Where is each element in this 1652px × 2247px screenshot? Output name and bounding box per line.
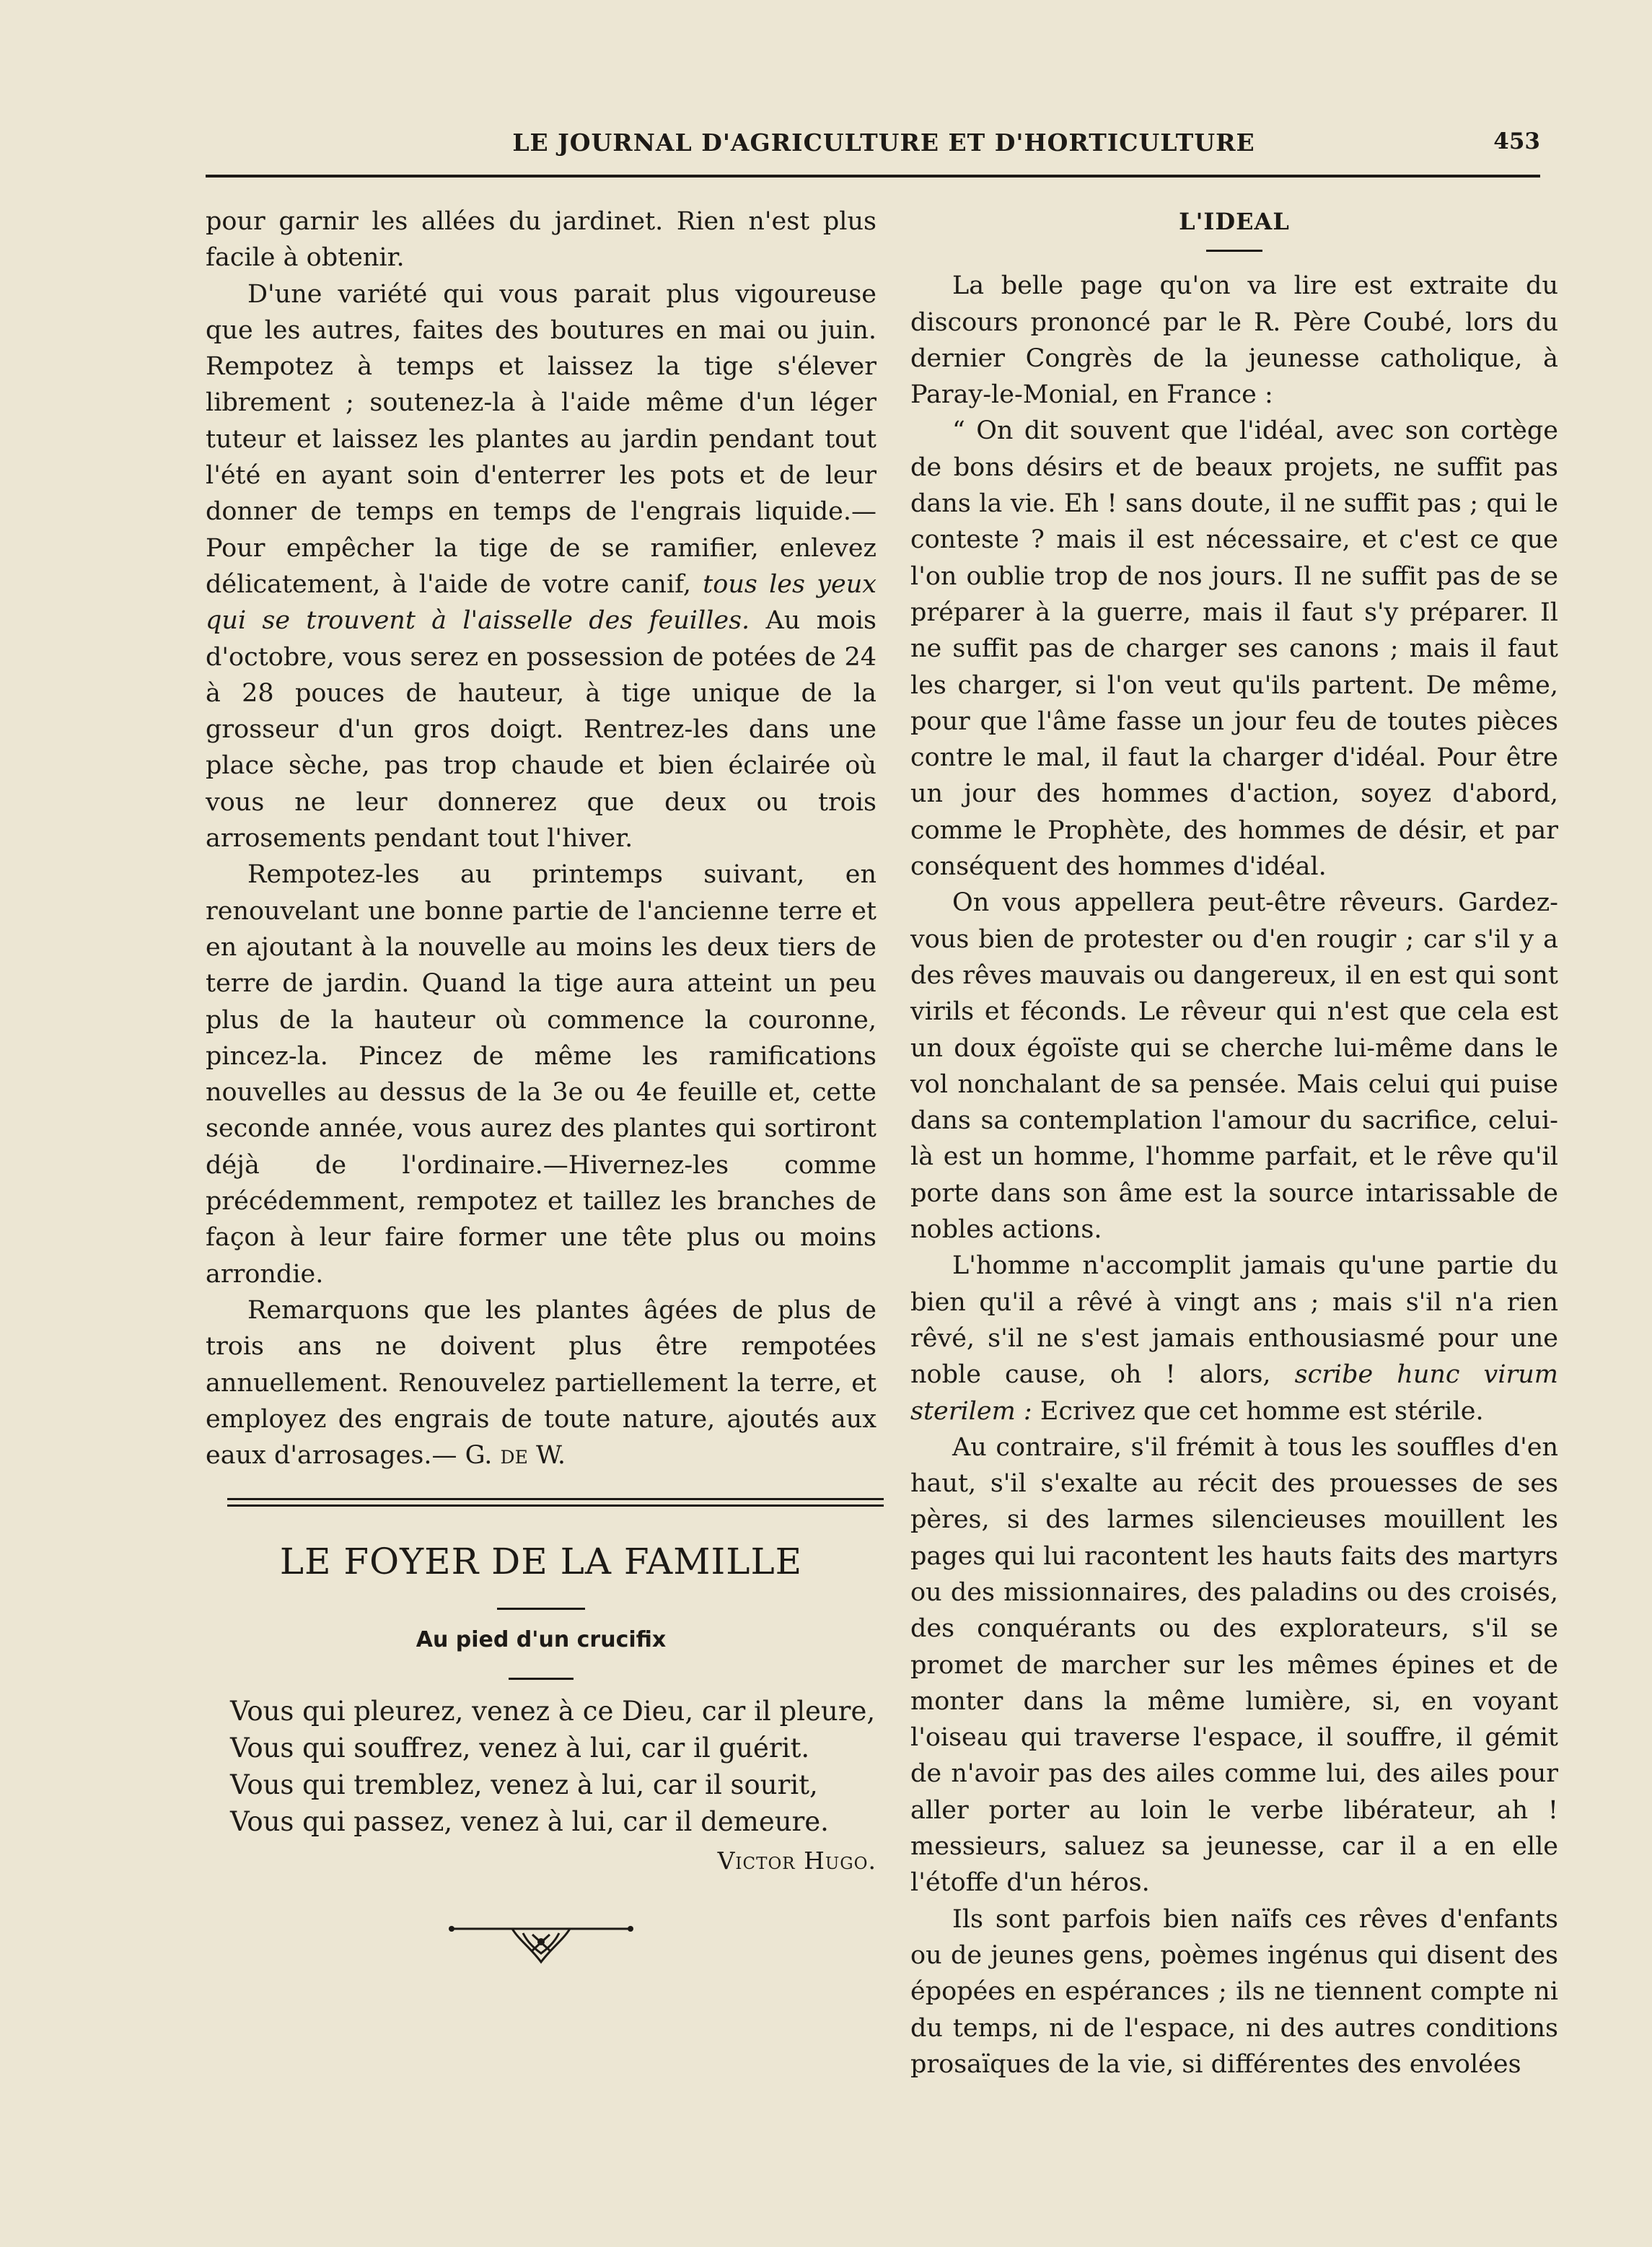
paragraph: Remarquons que les plantes âgées de plus de trois ans ne doivent plus être rempotées annuellement. Renouvelez partiellement la terre, et employez des engrais de toute nature, ajoutés aux eaux d'arrosages.— G. de W. (206, 1295, 876, 1471)
poem (230, 1693, 876, 1840)
left-column (206, 203, 876, 1969)
paragraph: Rempotez-les au printemps suivant, en renouvelant une bonne partie de l'ancienne terre et en ajoutant à la nouvelle au moins les deux tiers de terre de jardin. Quand la tige aura atteint un peu plus de la hauteur où commence la couronne, pincez-la. Pincez de même les ramifications nouvelles au dessus de la 3e ou 4e feuille et, cette seconde année, vous aurez des plantes qui sortiront déjà de l'ordinaire.—Hivernez-les comme précédemment, rempotez et taillez les branches de façon à leur faire former une tête plus ou moins arrondie. (206, 860, 876, 1289)
poem-line: Vous qui tremblez, venez à lui, car il sourit, (230, 1769, 818, 1801)
right-column (910, 203, 1558, 2082)
paragraph: Au contraire, s'il frémit à tous les souffles d'en haut, s'il s'exalte au récit des prouesses de ses pères, si des larmes silencieuses mouillent les pages qui lui racontent les hauts faits des martyrs ou des missionnaires, des paladins ou des croisés, des conquérants ou des explorateurs, s'il se promet de marcher sur les mêmes épines et de monter dans la même lumière, si, en voyant l'oiseau qui traverse l'espace, il souffre, il gémit de n'avoir pas des ailes comme lui, des ailes pour aller porter au loin le verbe libérateur, ah ! messieurs, saluez sa jeunesse, car il a en elle l'étoffe d'un héros. (910, 1432, 1558, 1898)
title-rule (497, 1608, 585, 1610)
paragraph: Ils sont parfois bien naïfs ces rêves d'enfants ou de jeunes gens, poèmes ingénus qui disent des épopées en espérances ; ils ne tiennent compte ni du temps, ni de l'espace, ni des autres conditions prosaïques de la vie, si différentes des envolées (910, 1904, 1558, 2079)
page-number: 453 (1493, 128, 1540, 154)
paragraph: On vous appellera peut-être rêveurs. Gardez-vous bien de protester ou d'en rougir ; car s'il y a des rêves mauvais ou dangereux, il en est qui sont virils et féconds. Le rêveur qui n'est que cela est un doux égoïste qui se cherche lui-même dans le vol nonchalant de sa pensée. Mais celui qui puise dans sa contemplation l'amour du sacrifice, celui-là est un homme, l'homme parfait, et le rêve qu'il porte dans son âme est la source intarissable de nobles actions. (910, 888, 1558, 1245)
poem-line: Vous qui souffrez, venez à lui, car il guérit. (230, 1733, 810, 1764)
running-header (206, 128, 1540, 163)
poem-title: Au pied d'un crucifix (416, 1627, 667, 1653)
paragraph: L'homme n'accomplit jamais qu'une partie du bien qu'il a rêvé à vingt ans ; mais s'il n'a rien rêvé, s'il ne s'est jamais enthousiasmé pour une noble cause, oh ! alors, scribe hunc virum sterilem : Ecrivez que cet homme est stérile. (910, 1251, 1558, 1426)
subtitle-rule (509, 1678, 574, 1680)
italic-text: scribe hunc virum sterilem : (910, 1360, 1558, 1426)
paragraph: pour garnir les allées du jardinet. Rien n'est plus facile à obtenir. (206, 207, 876, 273)
journal-title: LE JOURNAL D'AGRICULTURE ET D'HORTICULTURE (512, 128, 1255, 157)
section-divider (227, 1498, 884, 1507)
paragraph: D'une variété qui vous parait plus vigoureuse que les autres, faites des boutures en mai ou juin. Rempotez à temps et laissez la tige s'élever librement ; soutenez-la à l'aide même d'un léger tuteur et laissez les plantes au jardin pendant tout l'été en ayant soin d'enterrer les pots et de leur donner de temps en temps de l'engrais liquide.—Pour empêcher la tige de se ramifier, enlevez délicatement, à l'aide de votre canif, tous les yeux qui se trouvent à l'aisselle des feuilles. Au mois d'octobre, vous serez en possession de potées de 24 à 28 pouces de hauteur, à tige unique de la grosseur d'un gros doigt. Rentrez-les dans une place sèche, pas trop chaude et bien éclairée où vous ne leur donnerez que deux ou trois arrosements pendant tout l'hiver. (206, 279, 877, 854)
paragraph: La belle page qu'on va lire est extraite du discours prononcé par le R. Père Coubé, lors du dernier Congrès de la jeunesse catholique, à Paray-le-Monial, en France : (910, 271, 1558, 410)
header-rule (206, 175, 1540, 178)
heading-rule (1206, 250, 1262, 252)
italic-text: tous les yeux qui se trouvent à l'aisselle des feuilles. (206, 569, 876, 636)
poem-line: Vous qui pleurez, venez à ce Dieu, car il pleure, (230, 1696, 876, 1727)
section-title: LE FOYER DE LA FAMILLE (279, 1541, 803, 1583)
signature: G. de W. (465, 1441, 566, 1471)
fleuron-ornament-icon (447, 1919, 635, 1969)
poem-line: Vous qui passez, venez à lui, car il demeure. (230, 1806, 829, 1838)
paragraph: “ On dit souvent que l'idéal, avec son cortège de bons désirs et de beaux projets, ne suffit pas dans la vie. Eh ! sans doute, il ne suffit pas ; qui le conteste ? mais il est nécessaire, et c'est ce que l'on oublie trop de nos jours. Il ne suffit pas de se préparer à la guerre, mais il faut s'y préparer. Il ne suffit pas de charger ses canons ; mais il faut les charger, si l'on veut qu'ils partent. De même, pour que l'âme fasse un jour feu de toutes pièces contre le mal, il faut la charger d'idéal. Pour être un jour des hommes d'action, soyez d'abord, comme le Prophète, des hommes de désir, et par conséquent des hommes d'idéal. (910, 416, 1558, 882)
article-heading: L'IDEAL (1179, 208, 1290, 235)
poem-author: Victor Hugo. (717, 1847, 876, 1875)
